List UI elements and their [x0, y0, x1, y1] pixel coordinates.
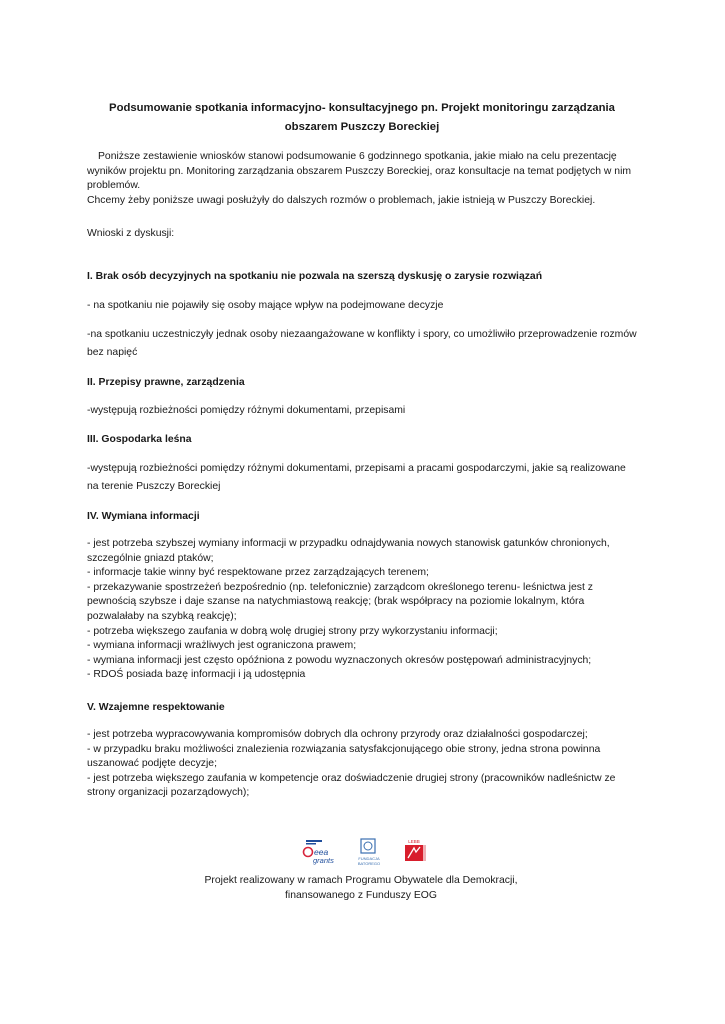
document-page [87, 0, 647, 1024]
conclusions-lead: Wnioski z dyskusji: [87, 228, 175, 239]
list-item: - potrzeba większego zaufania w dobrą wolę drugiej strony przy wykorzystaniu informacji; [87, 625, 498, 637]
footer-line-2: finansowanego z Funduszy EOG [285, 889, 437, 901]
section-2-heading: II. Przepisy prawne, zarządzenia [87, 377, 245, 388]
list-item: - wymiana informacji wrażliwych jest ograniczona prawem; [87, 640, 357, 652]
batory-text-2: BATOREGO [357, 861, 381, 866]
footer-line-1: Projekt realizowany w ramach Programu Obywatele dla Demokracji, [204, 875, 518, 886]
section-2-item: -występują rozbieżności pomiędzy różnymi dokumentami, przepisami [87, 405, 406, 416]
list-item: - jest potrzeba wypracowywania kompromisów dobrych dla ochrony przyrody oraz działalności gospodarczej; [87, 729, 588, 740]
list-item: - wymiana informacji jest często opóźniona z powodu wyznaczonych okresów postępowań administracyjnych; [87, 654, 592, 666]
batory-foundation-logo [352, 838, 386, 868]
intro-paragraph [87, 150, 647, 208]
section-3-item: -występują rozbieżności pomiędzy różnymi dokumentami, przepisami a pracami gospodarczymi, jakie są realizowane na terenie Puszczy Boreckiej [87, 463, 626, 492]
batory-text-1: FUNDACJA [358, 856, 380, 861]
intro-text: Poniższe zestawienie wniosków stanowi podsumowanie 6 godzinnego spotkania, jakie miało na celu prezentację wyników projektu pn. Monitoring zarządzania obszarem Puszczy Boreckiej, oraz konsultacje na temat podjętych w nim problemów. [87, 151, 632, 192]
list-item: - jest potrzeba większego zaufania w kompetencje oraz doświadczenie drugiej strony (pracowników nadleśnictw ze strony organizacji pozarządowych); [87, 772, 616, 799]
section-1-heading: I. Brak osób decyzyjnych na spotkaniu nie pozwala na szerszą dyskusję o zarysie rozwiązań [87, 271, 543, 282]
eea-grants-logo [302, 838, 340, 868]
eea-text: eea [314, 847, 329, 857]
intro-second-text: Chcemy żeby poniższe uwagi posłużyły do dalszych rozmów o problemach, jakie istnieją w Puszczy Boreckiej. [87, 194, 596, 206]
third-partner-logo [402, 838, 430, 868]
list-item: - w przypadku braku możliwości znalezienia rozwiązania satysfakcjonującego obie strony, jedna strona powinna uszanować podjęte decyzje; [87, 743, 601, 770]
list-item: - przekazywanie spostrzeżeń bezpośrednio (np. telefonicznie) zarządcom określonego terenu- leśnictwa jest z pewnością szybsze i daje szanse na natychmiastową reakcję; (brak współpracy na poziomie lokalnym, która pozwalałaby na szybką reakcję); [87, 581, 593, 622]
footer-note [87, 874, 635, 903]
section-1-item: -na spotkaniu uczestniczyły jednak osoby niezaangażowane w konflikty i spory, co umożliwiło przeprowadzenie rozmów bez napięć [87, 329, 637, 358]
section-5-heading: V. Wzajemne respektowanie [87, 702, 225, 713]
partner-text: LEBB [408, 839, 420, 844]
list-item: - informacje takie winny być respektowane przez zarządzających terenem; [87, 567, 429, 579]
list-item: - jest potrzeba szybszej wymiany informacji w przypadku odnajdywania nowych stanowisk gatunków chronionych, szczególnie gniazd ptaków; [87, 538, 610, 564]
list-item: - RDOŚ posiada bazę informacji i ją udostępnia [87, 669, 306, 681]
document-title: Podsumowanie spotkania informacyjno- konsultacyjnego pn. Projekt monitoringu zarządzania obszarem Puszczy Boreckiej [109, 102, 615, 133]
section-1-item: - na spotkaniu nie pojawiły się osoby mające wpływ na podejmowane decyzje [87, 300, 444, 311]
section-4-heading: IV. Wymiana informacji [87, 511, 200, 522]
section-5-list [87, 728, 642, 801]
grants-text: grants [313, 856, 334, 865]
section-4-list [87, 537, 642, 683]
section-3-heading: III. Gospodarka leśna [87, 434, 192, 445]
sponsor-logos [302, 838, 432, 870]
